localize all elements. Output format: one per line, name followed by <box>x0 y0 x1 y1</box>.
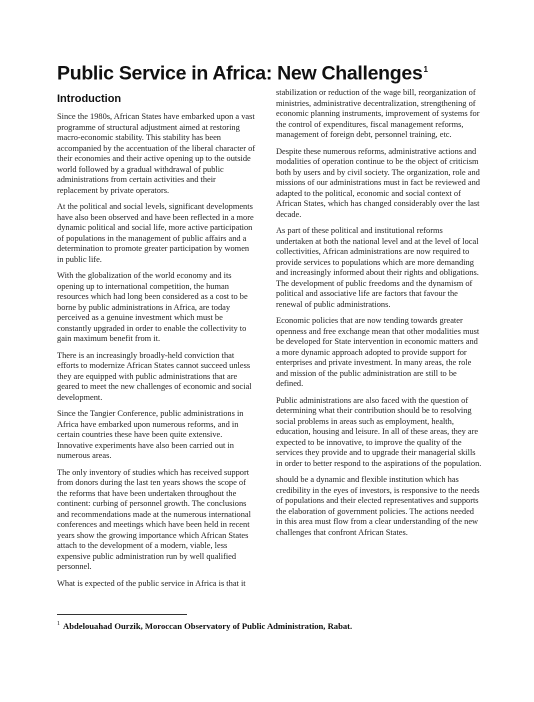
title-footnote-marker: 1 <box>423 65 428 74</box>
right-paragraph-2: Despite these numerous reforms, administrative actions and modalities of operation continue to be the object of criticism both by users and by civil society. The organization, role and missions of our administrations must in fact be reviewed and adapted to the political, economic and social context of African States, which has changed considerably over the last decade. <box>276 146 480 219</box>
title-text: Public Service in Africa: New Challenges <box>57 62 423 85</box>
footnote-marker: 1 <box>57 621 60 628</box>
left-paragraph-6: The only inventory of studies which has received support from donors during the last ten years shows the scope of the reforms that have been undertaken throughout the continent: curbing of personnel growth. The conclusions and recommendations made at the numerous international conferences and meetings which have been held in recent years show the growing importance which African States attach to the development of a modern, viable, less expensive public administration run by well qualified personnel. <box>57 467 251 571</box>
left-paragraph-4: There is an increasingly broadly-held conviction that efforts to modernize African States cannot succeed unless they are equipped with public administrations that are geared to meet the new challenges of economic and social development. <box>57 350 252 402</box>
footnote <box>57 621 477 631</box>
left-column <box>57 93 257 595</box>
footnote-divider <box>57 614 187 615</box>
left-paragraph-3: With the globalization of the world economy and its opening up to international competition, the human resources which had long been considered as a cost to be borne by public administrations in Africa, are today perceived as a genuine investment which must be constantly upgraded in order to enable the collectivity to gain maximum benefit from it. <box>57 271 248 343</box>
left-paragraph-2: At the political and social levels, significant developments have also been observed and have been reflected in a more dynamic political and social life, more active participation of populations in the management of public affairs and a determination to promote greater participation by women in public life. <box>57 202 254 264</box>
right-paragraph-4: Economic policies that are now tending towards greater openness and free exchange mean that other modalities must be developed for State intervention in economic matters and a more dynamic approach adopted to provide support for enterprises and private investment. In many areas, the role and mission of the public administration are still to be defined. <box>276 316 480 388</box>
right-paragraph-6: should be a dynamic and flexible institution which has credibility in the eyes of investors, is responsive to the needs of populations and their elected representatives and supports the elaboration of government policies. The actions needed in this area must flow from a clear understanding of the new challenges that confront African States. <box>276 475 480 537</box>
left-paragraph-7: What is expected of the public service in Africa is that it <box>57 578 246 588</box>
right-column <box>276 88 482 544</box>
right-paragraph-1: stabilization or reduction of the wage bill, reorganization of ministries, administrative decentralization, strengthening of economic planning instruments, improvement of systems for the control of expenditures, fiscal management reforms, management of foreign debt, personnel training, etc. <box>276 88 480 139</box>
right-paragraph-5: Public administrations are also faced with the question of determining what their contribution should be to resolving social problems in areas such as employment, health, education, housing and leisure. In all of these areas, they are expected to be innovative, to improve the quality of the services they provide and to upgrade their managerial skills in order to better respond to the aspirations of the population. <box>276 395 482 468</box>
left-paragraph-5: Since the Tangier Conference, public administrations in Africa have embarked upon numerous reforms, and in certain countries these have been quite extensive. Innovative experiments have also been carried out in numerous areas. <box>57 409 244 460</box>
footnote-text: Abdelouahad Ourzik, Moroccan Observatory of Public Administration, Rabat. <box>63 621 353 631</box>
left-paragraph-1: Since the 1980s, African States have embarked upon a vast programme of structural adjustment aimed at restoring macro-economic stability. This stability has been accompanied by the accentuation of the liberal character of their economies and their active opening up to the outside world followed by a gradual withdrawal of public administrations from certain activities and their replacement by private operators. <box>57 112 256 195</box>
right-paragraph-3: As part of these political and institutional reforms undertaken at both the national level and at the level of local collectivities, African administrations are now required to provide services to populations which are more demanding and increasingly informed about their rights and obligations. The development of public freedoms and the dynamism of political and associative life are factors that favour the renewal of public administrations. <box>276 226 479 309</box>
page-title <box>57 58 497 86</box>
section-heading: Introduction <box>57 93 122 105</box>
